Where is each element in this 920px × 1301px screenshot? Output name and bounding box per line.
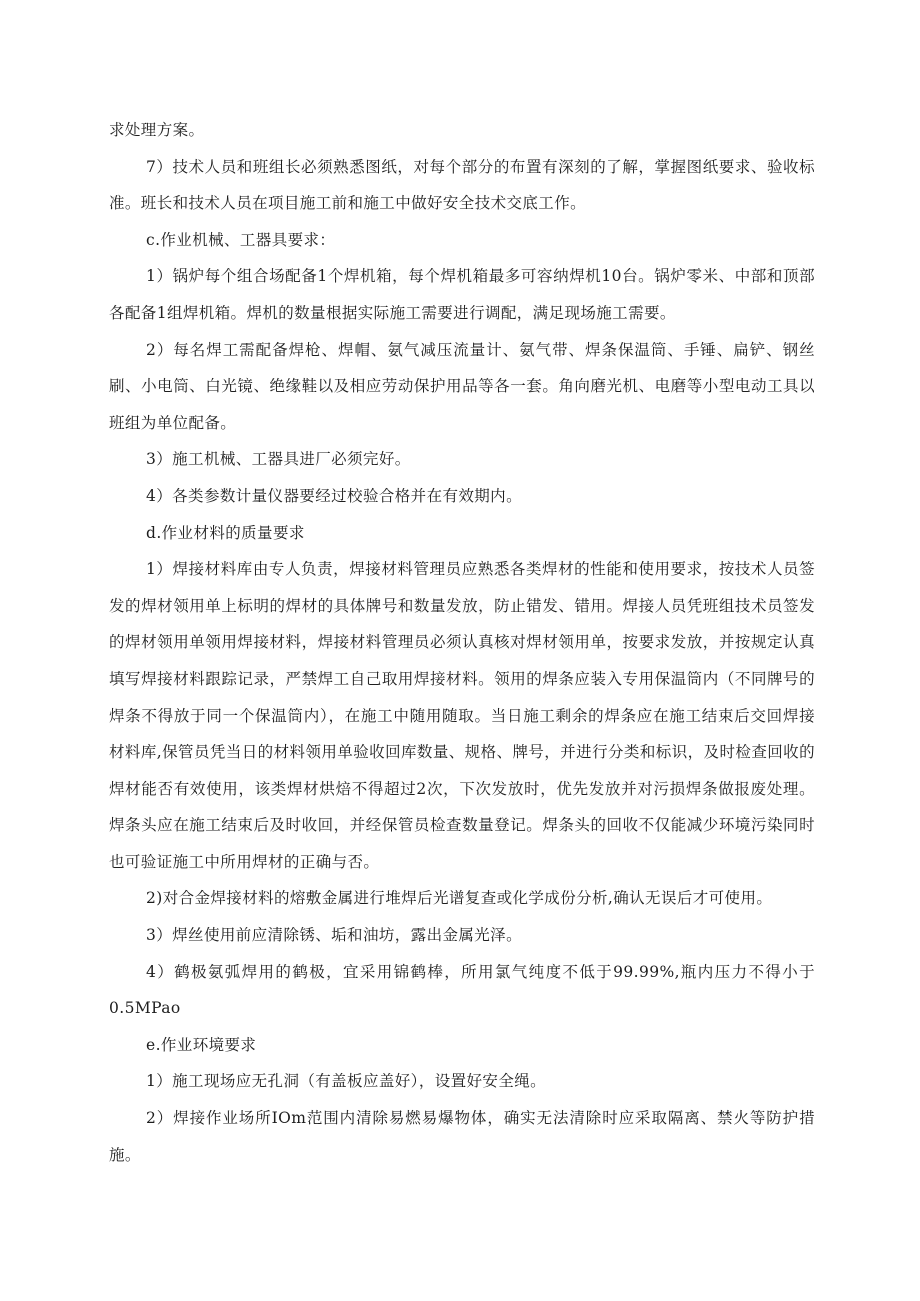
paragraph-d-1: 1）焊接材料库由专人负责，焊接材料管理员应熟悉各类焊材的性能和使用要求，按技术人员签发的焊材领用单上标明的焊材的具体牌号和数量发放，防止错发、错用。焊接人员凭班组技术员签发的焊材领用单领用焊接材料，焊接材料管理员必须认真核对焊材领用单，按要求发放，并按规定认真填写焊接材料跟踪记录，严禁焊工自己取用焊接材料。领用的焊条应装入专用保温筒内（不同牌号的焊条不得放于同一个保温筒内），在施工中随用随取。当日施工剩余的焊条应在施工结束后交回焊接材料库,保管员凭当日的材料领用单验收回库数量、规格、牌号，并进行分类和标识，及时检查回收的焊材能否有效使用，该类焊材烘焙不得超过2次，下次发放时，优先发放并对污损焊条做报废处理。焊条头应在施工结束后及时收回，并经保管员检查数量登记。焊条头的回收不仅能减少环境污染同时也可验证施工中所用焊材的正确与否。: [109, 560, 815, 871]
paragraph-c-1: 1）锅炉每个组合场配备1个焊机箱，每个焊机箱最多可容纳焊机10台。锅炉零米、中部和顶部各配备1组焊机箱。焊机的数量根据实际施工需要进行调配，满足现场施工需要。: [109, 267, 815, 322]
paragraph-c-2: 2）每名焊工需配备焊枪、焊帽、氨气减压流量计、氨气带、焊条保温筒、手锤、扁铲、钢丝刷、小电筒、白光镜、绝缘鞋以及相应劳动保护用品等各一套。角向磨光机、电磨等小型电动工具以班组为单位配备。: [109, 340, 815, 432]
paragraph-c-4: 4）各类参数计量仪器要经过校验合格并在有效期内。: [146, 486, 522, 505]
section-heading-d: d.作业材料的质量要求: [146, 523, 305, 542]
paragraph-continuation: 求处理方案。: [109, 121, 205, 139]
paragraph-e-1: 1）施工现场应无孔洞（有盖板应盖好），设置好安全绳。: [146, 1072, 547, 1091]
document-body: [109, 112, 815, 1173]
paragraph-item-7: 7）技术人员和班组长必须熟悉图纸，对每个部分的布置有深刻的了解，掌握图纸要求、验收标准。班长和技术人员在项目施工前和施工中做好安全技术交底工作。: [109, 157, 815, 213]
paragraph-c-3: 3）施工机械、工器具进厂必须完好。: [146, 450, 411, 469]
paragraph-e-2: 2）焊接作业场所IOm范围内清除易燃易爆物体，确实无法清除时应采取隔离、禁火等防护措施。: [109, 1109, 815, 1164]
paragraph-d-2: 2)对合金焊接材料的熔敷金属进行堆焊后光谱复查或化学成份分析,确认无误后才可使用。: [146, 889, 773, 908]
paragraph-d-4: 4）鹤极氨弧焊用的鹤极，宜采用锦鹤棒，所用氯气纯度不低于99.99%,瓶内压力不得小于0.5MPao: [109, 962, 815, 1018]
section-heading-e: e.作业环境要求: [146, 1035, 257, 1054]
section-heading-c: c.作业机械、工器具要求：: [146, 230, 336, 249]
paragraph-d-3: 3）焊丝使用前应清除锈、垢和油坊，露出金属光泽。: [146, 926, 522, 945]
